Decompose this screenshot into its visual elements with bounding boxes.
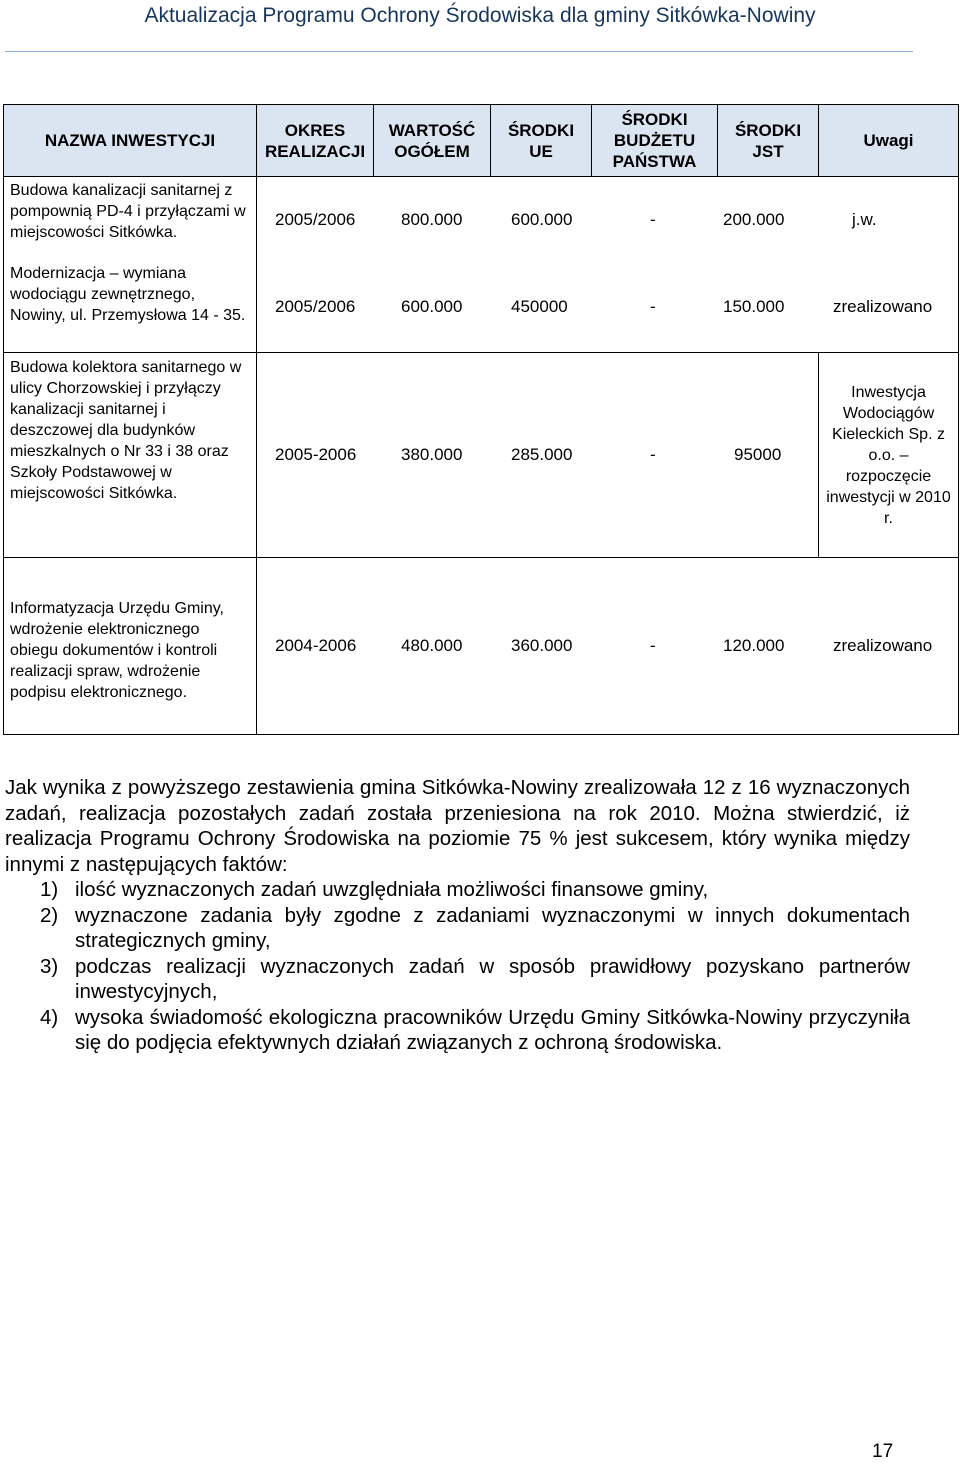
list-number: 2) xyxy=(40,903,59,927)
uwagi-value: zrealizowano xyxy=(833,297,933,317)
table-row xyxy=(4,353,959,558)
table-header-row xyxy=(4,105,959,177)
table-row xyxy=(4,558,959,735)
wartosc-value: 380.000 xyxy=(401,445,463,464)
document-header-title: Aktualizacja Programu Ochrony Środowiska dla gminy Sitkówka-Nowiny xyxy=(144,4,816,27)
okres-value: 2005/2006 xyxy=(275,297,356,317)
budzet-value: - xyxy=(650,636,656,655)
uwagi-value: zrealizowano xyxy=(833,636,933,655)
ue-value: 285.000 xyxy=(511,445,573,464)
jst-value: 120.000 xyxy=(723,636,785,655)
list-text: wysoka świadomość ekologiczna pracowników Urzędu Gminy Sitkówka-Nowiny przyczyniła się do podjęcia efektywnych działań związanych z ochroną środowiska. xyxy=(75,1005,910,1054)
investment-name: Budowa kanalizacji sanitarnej z pompownią PD-4 i przyłączami w miejscowości Sitkówka. xyxy=(4,177,257,263)
wartosc-value: 480.000 xyxy=(401,636,463,655)
ue-value: 450000 xyxy=(511,297,568,317)
budzet-value: - xyxy=(650,445,656,464)
jst-value: 200.000 xyxy=(723,209,785,229)
row-values xyxy=(257,353,819,558)
investment-name: Informatyzacja Urzędu Gminy, wdrożenie elektronicznego obiegu dokumentów i kontroli realizacji spraw, wdrożenie podpisu elektronicznego. xyxy=(4,558,257,735)
column-header: OKRES REALIZACJI xyxy=(257,105,374,177)
header-divider xyxy=(5,51,913,52)
column-header: ŚRODKI BUDŻETU PAŃSTWA xyxy=(592,105,718,177)
remark-cell: Inwestycja Wodociągów Kieleckich Sp. z o.o. – rozpoczęcie inwestycji w 2010 r. xyxy=(819,353,959,558)
table-row xyxy=(4,263,959,353)
summary-section xyxy=(5,775,910,1056)
ue-value: 360.000 xyxy=(511,636,573,655)
table-row xyxy=(4,177,959,263)
investment-name: Budowa kolektora sanitarnego w ulicy Chorzowskiej i przyłączy kanalizacji sanitarnej i deszczowej dla budynków mieszkalnych o Nr 33 i 38 oraz Szkoły Podstawowej w miejscowości Sitkówka. xyxy=(4,353,257,558)
uwagi-value: j.w. xyxy=(852,209,877,229)
list-item xyxy=(5,954,910,1005)
list-number: 1) xyxy=(40,878,59,901)
list-item xyxy=(5,1005,910,1056)
column-header: NAZWA INWESTYCJI xyxy=(4,105,257,177)
ue-value: 600.000 xyxy=(511,209,573,229)
row-values xyxy=(257,263,959,353)
list-text: ilość wyznaczonych zadań uwzględniała możliwości finansowe gminy, xyxy=(75,878,709,901)
list-number: 3) xyxy=(40,954,59,978)
jst-value: 95000 xyxy=(734,445,782,464)
wartosc-value: 600.000 xyxy=(401,297,463,317)
column-header: ŚRODKI JST xyxy=(718,105,819,177)
list-text: podczas realizacji wyznaczonych zadań w sposób prawidłowy pozyskano partnerów inwestycyjnych, xyxy=(75,954,910,1003)
column-header: ŚRODKI UE xyxy=(491,105,592,177)
okres-value: 2005/2006 xyxy=(275,209,356,229)
investment-name: Modernizacja – wymiana wodociągu zewnętrznego, Nowiny, ul. Przemysłowa 14 - 35. xyxy=(4,263,257,353)
list-text: wyznaczone zadania były zgodne z zadaniami wyznaczonymi w innych dokumentach strategicznych gminy, xyxy=(75,903,910,952)
list-item xyxy=(5,877,910,903)
row-values xyxy=(257,177,959,263)
column-header: Uwagi xyxy=(819,105,959,177)
jst-value: 150.000 xyxy=(723,297,785,317)
summary-paragraph: Jak wynika z powyższego zestawienia gmina Sitkówka-Nowiny zrealizowała 12 z 16 wyznaczonych zadań, realizacja pozostałych zadań została przeniesiona na rok 2010. Można stwierdzić, iż realizacja Programu Ochrony Środowiska na poziomie 75 % jest sukcesem, który wynika między innymi z następujących faktów: xyxy=(5,776,910,876)
budzet-value: - xyxy=(650,297,656,317)
wartosc-value: 800.000 xyxy=(401,209,463,229)
okres-value: 2005-2006 xyxy=(275,445,357,464)
okres-value: 2004-2006 xyxy=(275,636,357,655)
column-header: WARTOŚĆ OGÓŁEM xyxy=(374,105,491,177)
list-number: 4) xyxy=(40,1005,59,1029)
list-item xyxy=(5,903,910,954)
budzet-value: - xyxy=(650,209,656,229)
page-number: 17 xyxy=(872,1441,894,1462)
row-values xyxy=(257,558,959,735)
facts-list xyxy=(5,877,910,1056)
investment-table xyxy=(3,104,959,735)
